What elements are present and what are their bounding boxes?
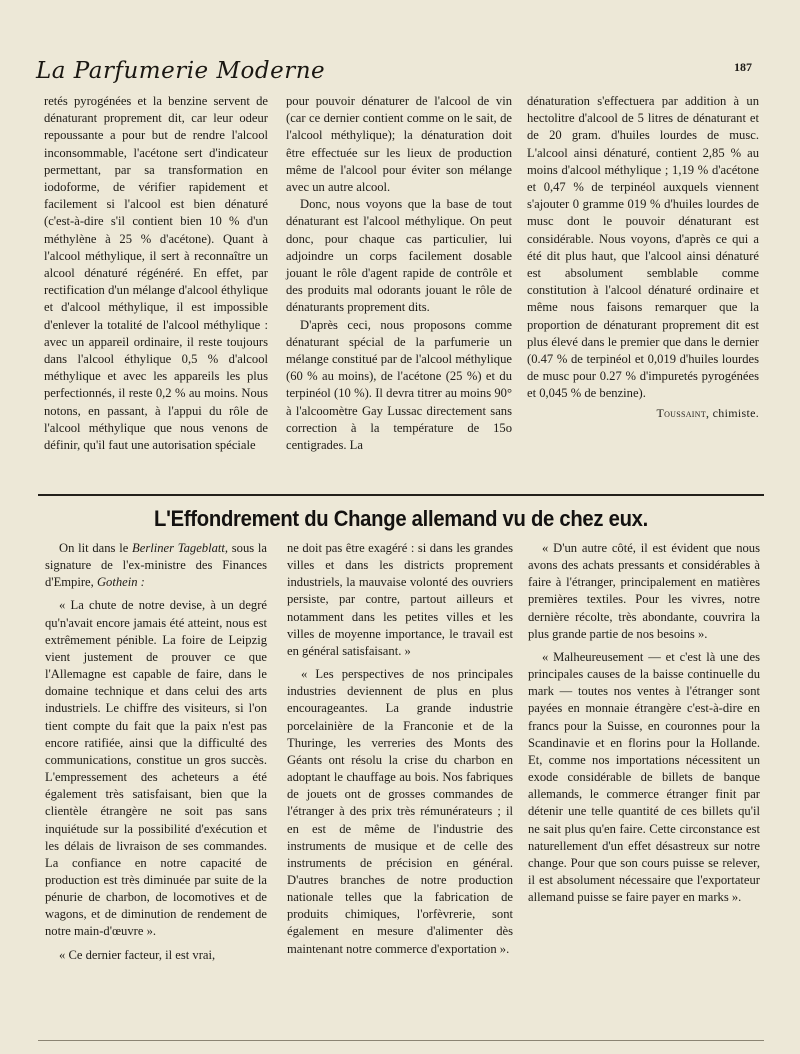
paragraph: ne doit pas être exagéré : si dans les grandes villes et dans les districts proprement industriels, la mauvaise volonté des ouvriers persiste, par contre, partout ailleurs et notamment dans les petites villes et les villes de moyenne importance, le travail est en général satisfaisant. »	[287, 541, 513, 658]
top-column-2	[286, 93, 512, 454]
bottom-divider	[38, 1040, 764, 1041]
paragraph: D'après ceci, nous proposons comme dénaturant spécial de la parfumerie un mélange constitué par de l'alcool méthylique (60 % au moins), de l'acétone (25 %) et du terpinéol (10 %). Il devra titrer au moins 90° à l'alcoomètre Gay Lussac directement sans correction à la température de 15o centigrades. La	[286, 317, 512, 453]
previous-article-continuation	[44, 93, 759, 478]
paragraph: « Malheureusement — et c'est là une des principales causes de la baisse continuelle du mark — toutes nos ventes à l'étranger sont payées en monnaie étrangère c'est-à-dire en francs pour la Suisse, en couronnes pour la Scandinavie et en florins pour la Hollande. Et, comme nos importations nécessitent un exode considérable de billets de banque allemands, le commerce étranger finit par détenir une telle quantité de ces billets qu'il ne sait plus qu'en faire. Cette circonstance est naturellement d'un effet désastreux sur notre change. Pour que son cours puisse se relever, il est absolument nécessaire que l'exportateur allemand puisse se faire payer en marks ».	[528, 649, 760, 905]
top-column-1	[44, 93, 268, 454]
paragraph: « La chute de notre devise, à un degré qu'n'avait encore jamais été atteint, nous est extrêmement pénible. La foire de Leipzig vient justement de prouver ce que l'Allemagne est capable de faire, dans le domaine technique et dans celui des arts industriels. Le chiffre des visiteurs, si l'on tient compte du fait que la paix n'est pas encore ratifiée, ainsi que la difficulté des communications, constitue un gros succès. L'empressement des acheteurs a été également très satisfaisant, bien que la clientèle étrangère ne soit pas sans inquiétude sur la possibilité d'exécution et les délais de livraison de ses commandes. La confiance en notre capacité de production est très diminuée par suite de la pénurie de charbon, de locomotives et de wagons, et de diminution de rendement de notre main-d'œuvre ».	[45, 598, 267, 939]
article-column-3	[528, 540, 760, 906]
author-signature	[527, 405, 759, 422]
newspaper-name: Berliner Tageblatt,	[132, 541, 229, 555]
paragraph: retés pyrogénées et la benzine servent de dénaturant proprement dit, car leur odeur repoussante a pour but de rendre l'alcool inconsommable, l'acétone sert d'indicateur permettant, par sa transformation en iodoforme, de vérifier rapidement et facilement si l'alcool est bien dénaturé (c'est-à-dire s'il contient bien 10 % d'un méthylène à 25 % d'acétone). Quant à l'alcool méthylique, il sert à reconnaître un alcool dénaturé régénéré. En effet, par rectification d'un mélange d'alcool éthylique et d'alcool méthylique, il est impossible d'enlever la totalité de l'alcool méthylique : avec un appareil ordinaire, il reste toujours dans l'alcool éthylique 0,5 % d'alcool méthylique et avec les appareils les plus perfectionnés, il reste 0,2 % au moins. Nous notons, en passant, à l'appui du rôle de l'alcool méthylique que nous venons de définir, qu'il faut une autorisation spéciale	[44, 94, 268, 453]
section-divider	[38, 494, 764, 496]
signature-name: Toussaint,	[656, 405, 710, 420]
article-title: L'Effondrement du Change allemand vu de chez eux.	[153, 506, 649, 531]
top-column-3	[527, 93, 759, 422]
journal-title: La Parfumerie Moderne	[36, 58, 326, 84]
article-column-1	[45, 540, 267, 964]
text-run: sous la signature de l'ex-ministre des Finances d'Empire,	[45, 541, 268, 590]
text-run: On lit dans le	[59, 541, 133, 555]
paragraph	[45, 540, 267, 591]
page-header	[32, 52, 756, 88]
author-name: Gothein :	[96, 575, 145, 590]
article-column-2	[287, 540, 513, 958]
page-number: 187	[734, 60, 752, 74]
paragraph: « Ce dernier facteur, il est vrai,	[59, 947, 216, 962]
paragraph: Donc, nous voyons que la base de tout dénaturant est l'alcool méthylique. On peut donc, pour chaque cas particulier, lui adjoindre un corps facilement dosable jouant le rôle d'agent rapide de contrôle et des produits mal odorants jouant le rôle de dénaturants proprement dits.	[286, 197, 512, 315]
paragraph: « Les perspectives de nos principales industries deviennent de plus en plus encourageantes. La grande industrie porcelainière de la Franconie et de la Thuringe, les verreries des Monts des Géants ont résolu la crise du charbon en adoptant le chauffage au bois. Nos fabriques de jouets ont de grosses commandes de l'étranger à des prix très rémunérateurs ; il en est de même de l'industrie des instruments de musique et de celle des instruments de précision en général. D'autres branches de notre production nationale telles que la fabrication de produits chimiques, l'orfèvrerie, sont également en mesure d'alimenter dès maintenant notre commerce d'exportation ».	[287, 667, 513, 956]
paragraph: « D'un autre côté, il est évident que nous avons des achats pressants et considérables à faire à l'étranger, principalement en matières premières textiles. Pour les vivres, notre dernière récolte, très abondante, couvrira la plus grande partie de nos besoins ».	[528, 541, 760, 641]
paragraph: pour pouvoir dénaturer de l'alcool de vin (car ce dernier contient comme on le sait, de l'alcool méthylique); la dénaturation doit être effectuée sur les lieux de production même de l'alcool pour éviter son mélange avec un autre alcool.	[286, 94, 512, 195]
paragraph: dénaturation s'effectuera par addition à un hectolitre d'alcool de 5 litres de dénaturant et de 20 gram. d'huiles lourdes de musc. L'alcool ainsi dénaturé, contient 2,85 % au moins d'alcool méthylique ; 1,19 % d'acétone et 0,47 % de terpinéol auxquels viennent s'ajouter 0 gramme 019 % d'huiles lourdes de musc dont le pouvoir dénaturant est considérable. Nous voyons, d'après ce qui a été dit plus haut, que l'alcool ainsi dénaturé est absolument semblable comme constitution à l'alcool dénaturé ordinaire et même nous faisons remarquer que la proportion de dénaturant proprement dit est plus élevé dans le premier que dans le dernier (0.47 % de terpinéol et 0,019 d'huiles lourdes de musc pour 0.27 % d'impuretés pyrogénées et 0,045 % de benzine).	[527, 94, 759, 401]
article-body	[45, 540, 760, 1030]
signature-role: chimiste.	[712, 405, 759, 420]
